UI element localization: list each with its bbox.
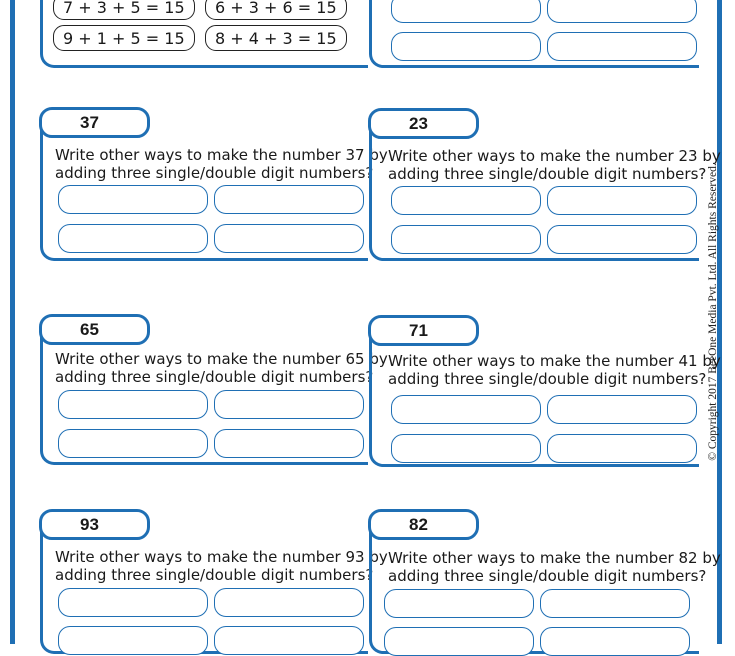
prompt-line: adding three single/double digit numbers?	[55, 566, 374, 584]
prompt-line: Write other ways to make the number 65 by	[55, 350, 388, 368]
answer-slot[interactable]	[214, 224, 364, 253]
answer-slot[interactable]	[58, 224, 208, 253]
answer-slot[interactable]	[58, 626, 208, 655]
prompt-line: adding three single/double digit numbers?	[388, 165, 707, 183]
answer-slot[interactable]	[58, 390, 208, 419]
prompt-line: Write other ways to make the number 37 by	[55, 146, 388, 164]
answer-slot[interactable]	[391, 0, 541, 23]
prompt-line: Write other ways to make the number 23 by	[388, 147, 721, 165]
answer-slot[interactable]	[214, 390, 364, 419]
answer-slot[interactable]	[214, 429, 364, 458]
answer-slot[interactable]	[547, 0, 697, 23]
number-tab: 93	[39, 509, 150, 540]
copyright-text: © Copyright 2017 BeeOne Media Pvt. Ltd. All Rights Reserved.	[707, 163, 719, 461]
prompt-line: adding three single/double digit numbers?	[55, 164, 374, 182]
answer-slot[interactable]	[58, 185, 208, 214]
prompt-line: adding three single/double digit numbers?	[388, 370, 707, 388]
answer-slot[interactable]	[547, 434, 697, 463]
answer-slot[interactable]	[214, 185, 364, 214]
number-tab: 65	[39, 314, 150, 345]
answer-slot[interactable]	[547, 225, 697, 254]
number-tab: 23	[368, 108, 479, 139]
answer-slot[interactable]	[391, 186, 541, 215]
prompt-line: Write other ways to make the number 82 by	[388, 549, 721, 567]
example-equation: 6 + 3 + 6 = 15	[205, 0, 347, 20]
answer-slot[interactable]	[391, 434, 541, 463]
example-equation: 8 + 4 + 3 = 15	[205, 25, 347, 51]
example-equation: 7 + 3 + 5 = 15	[53, 0, 195, 20]
prompt-line: adding three single/double digit numbers?	[388, 567, 707, 585]
answer-slot[interactable]	[384, 627, 534, 656]
prompt-line: Write other ways to make the number 41 by	[388, 352, 721, 370]
answer-slot[interactable]	[547, 32, 697, 61]
answer-slot[interactable]	[391, 32, 541, 61]
prompt-line: adding three single/double digit numbers?	[55, 368, 374, 386]
answer-slot[interactable]	[214, 626, 364, 655]
answer-slot[interactable]	[391, 395, 541, 424]
answer-slot[interactable]	[547, 395, 697, 424]
answer-slot[interactable]	[384, 589, 534, 618]
answer-slot[interactable]	[540, 589, 690, 618]
answer-slot[interactable]	[540, 627, 690, 656]
example-equation: 9 + 1 + 5 = 15	[53, 25, 195, 51]
answer-slot[interactable]	[547, 186, 697, 215]
number-tab: 71	[368, 315, 479, 346]
number-tab: 82	[368, 509, 479, 540]
answer-slot[interactable]	[58, 429, 208, 458]
answer-slot[interactable]	[214, 588, 364, 617]
prompt-line: Write other ways to make the number 93 by	[55, 548, 388, 566]
answer-slot[interactable]	[58, 588, 208, 617]
answer-slot[interactable]	[391, 225, 541, 254]
number-tab: 37	[39, 107, 150, 138]
